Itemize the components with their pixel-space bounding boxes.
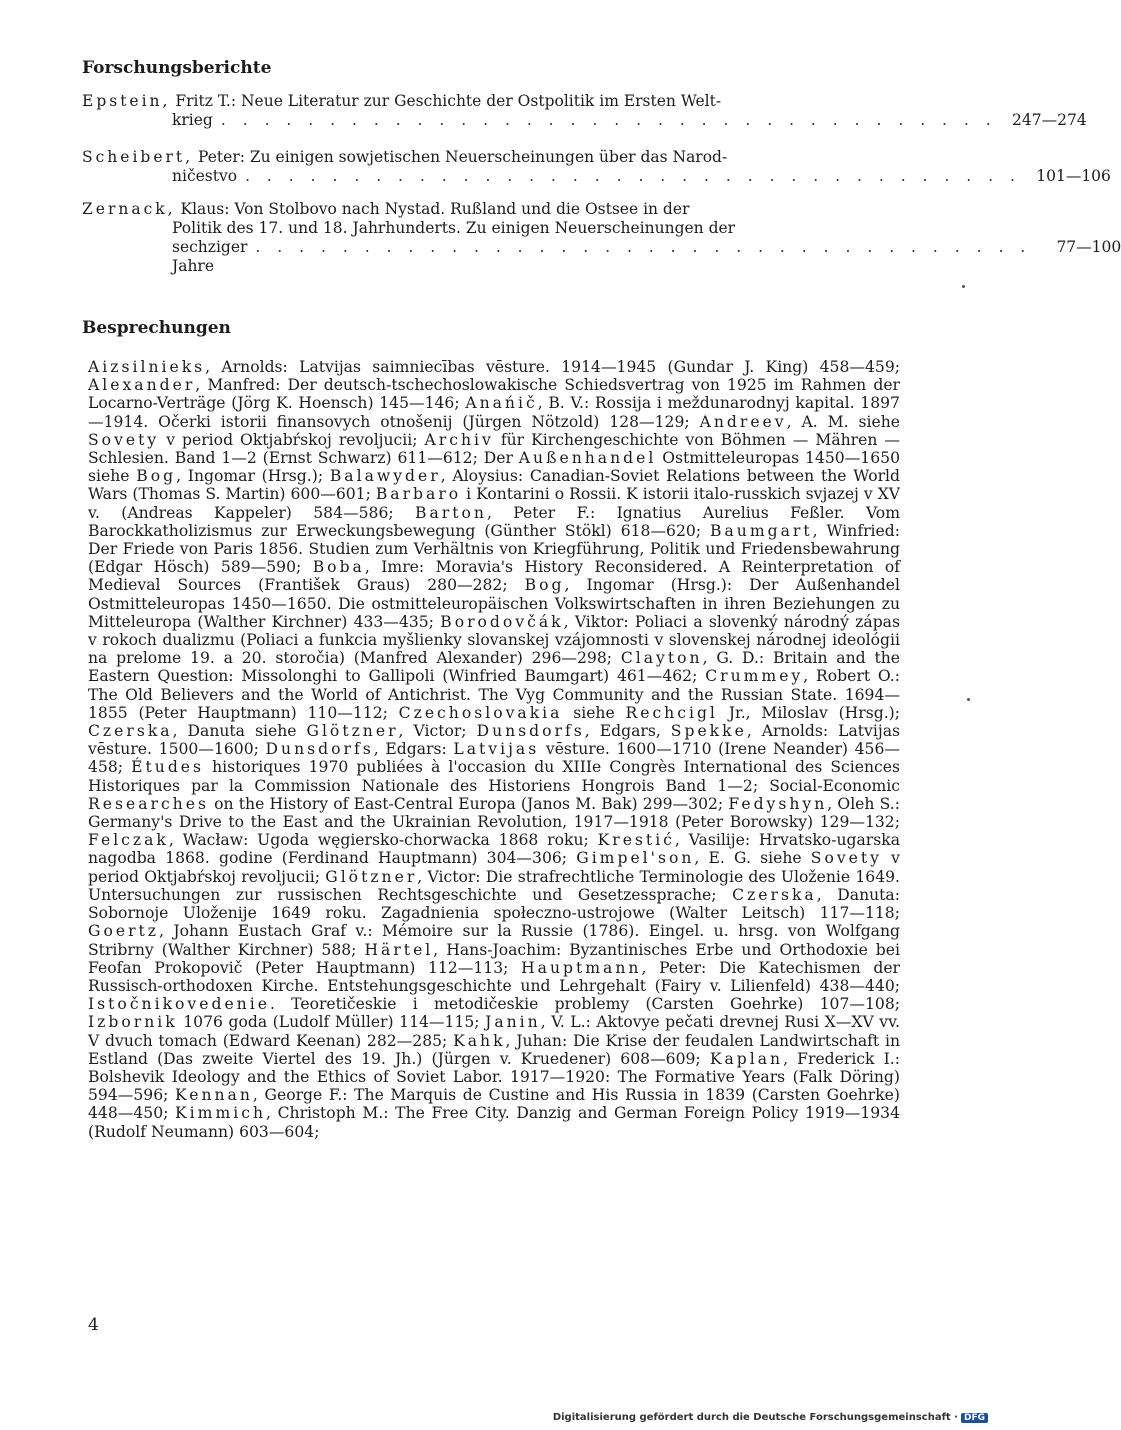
scan-speck (962, 285, 965, 288)
review-keyword: Rechcigl (625, 703, 718, 722)
dfg-logo: DFG (961, 1413, 988, 1423)
review-text: Jr., Miloslav (Hrsg.); (717, 703, 900, 722)
review-keyword: Researches (88, 794, 209, 813)
review-keyword: Fedyshyn (728, 794, 828, 813)
review-text: , E. G. siehe (694, 849, 811, 868)
review-text: , Victor: Die strafrechtliche Terminologie des Uloženie 1649. Untersuchungen zur russischen Rechtsgeschichte und Gesetzessprache; (88, 867, 901, 904)
review-text: , A. M. siehe (786, 412, 900, 431)
entry-title-cont: ničestvo (172, 167, 238, 185)
review-text: für Kirchengeschichte von Böhmen — Mähren — Schlesien. Band 1—2 (Ernst Schwarz) 611—612; Der (88, 430, 900, 468)
entry-title: Fritz T.: Neue Literatur zur Geschichte der Ostpolitik im Ersten Welt- (170, 92, 722, 110)
page-number: 4 (88, 1315, 99, 1335)
review-keyword: Izbornik (88, 1013, 178, 1032)
review-text: , Viktor: Poliaci a slovenký národný zápas v rokoch dualizmu (Poliaci a funkcia myšlienky slovanskej vzájomnosti v slovenskej národnej ideológii na prelome 19. a 20. storočia) (Manfred Alexander) 296—298; (88, 612, 900, 668)
review-keyword: Anańič (465, 394, 538, 413)
review-keyword: Czerska (732, 885, 817, 904)
review-keyword: Bog (136, 467, 177, 486)
review-keyword: Gimpel'son (576, 849, 695, 868)
review-keyword: Kimmich (175, 1104, 267, 1123)
research-entry: Scheibert, Peter: Zu einigen sowjetischen Neuerscheinungen über das Narod- ničestvo . . . . . . . . . . . . . . . . . . . . . . . . . . . . . . . . . . . . 101—106 (82, 148, 1111, 185)
review-keyword: Sovety (810, 849, 882, 868)
review-text: , Robert O.: The Old Believers and the World of Antichrist. The Vyg Community and the Russian State. 1694—1855 (Peter Hauptmann) 110—112; (88, 667, 901, 722)
digitization-footer (553, 1412, 988, 1423)
review-text: , Aloysius: Canadian-Soviet Relations between the World Wars (Thomas S. Martin) 600—601; (88, 467, 901, 504)
review-keyword: Barbaro (375, 485, 462, 504)
review-keyword: Goertz (88, 922, 160, 941)
review-keyword: Felczak (88, 831, 169, 850)
review-keyword: Kennan (175, 1086, 253, 1105)
section-heading-reviews: Besprechungen (82, 318, 231, 338)
entry-pages: 101—106 (1036, 167, 1111, 185)
review-keyword: Bog (524, 576, 565, 595)
entry-author: Scheibert, (82, 148, 194, 166)
review-keyword: Latvijas (453, 740, 540, 759)
review-text: , Victor; (398, 722, 477, 741)
review-keyword: Balawyder (329, 467, 441, 486)
review-keyword: Dunsdorfs (265, 740, 374, 759)
review-text: , Arnolds: Latvijas saimniecības vēsture. 1914—1945 (Gundar J. King) 458—459; (205, 358, 900, 376)
entry-pages: 247—274 (1012, 111, 1087, 129)
review-text: i Kontarini o Rossii. K istorii italo-russkich svjazej v XV v. (Andreas Kappeler) 584—586; (88, 485, 900, 522)
review-keyword: Boba (312, 558, 365, 577)
review-text: , Peter: Die Katechismen der Russisch-orthodoxen Kirche. Entstehungsgeschichte und Lehrgehalt (Fairy v. Lilienfeld) 438—440; (88, 958, 901, 995)
scan-speck (967, 698, 970, 701)
review-keyword: Clayton (620, 649, 703, 668)
review-text: , G. D.: Britain and the Eastern Question: Missolonghi to Gallipoli (Winfried Baumgart) 461—462; (88, 649, 900, 686)
research-entry: Epstein, Fritz T.: Neue Literatur zur Geschichte der Ostpolitik im Ersten Welt- krieg . . . . . . . . . . . . . . . . . . . . . . . . . . . . . . . . . . . . 247—274 (82, 92, 1087, 129)
review-keyword: Härtel (364, 940, 434, 959)
review-text: , Imre: Moravia's History Reconsidered. A Reinterpretation of Medieval Sources (František Graus) 280—282; (88, 558, 900, 595)
review-text: , Winfried: Der Friede von Paris 1856. Studien zum Verhältnis von Kriegführung, Politik und Friedensbewahrung (Edgar Hösch) 589—590; (88, 521, 900, 577)
entry-title: Klaus: Von Stolbovo nach Nystad. Rußland und die Ostsee in der (175, 200, 690, 218)
review-text: . Teoretičeskie i metodičeskie problemy (Carsten Goehrke) 107—108; (269, 995, 900, 1014)
review-text: siehe (562, 703, 626, 722)
review-text: v period Oktjabŕskoj revoljucii; (159, 430, 425, 449)
review-keyword: Études (131, 758, 205, 777)
review-text: historiques 1970 publiées à l'occasion du XIIIe Congrès International des Sciences Historiques par la Commission Nationale des Historiens Hongrois Band 1—2; Social-Economic (88, 758, 900, 795)
review-text: , Ingomar (Hrsg.): Der Außenhandel Ostmitteleuropas 1450—1650. Die ostmitteleuropäischen Volkswirtschaften in ihren Beziehungen zu Mitteleuropa (Walther Kirchner) 433—435; (88, 576, 900, 631)
review-text: 1076 goda (Ludolf Müller) 114—115; (177, 1013, 486, 1032)
review-keyword: Hauptmann (521, 958, 642, 977)
review-text: , Edgars, (584, 722, 671, 741)
review-keyword: Janin (485, 1013, 541, 1032)
entry-author: Epstein, (82, 92, 171, 110)
review-text: , Johann Eustach Graf v.: Mémoire sur la Russie (1786). Eingel. u. hrsg. von Wolfgang Stribrny (Walther Kirchner) 588; (88, 922, 900, 959)
entry-author: Zernack, (82, 200, 176, 218)
review-keyword: Sovety (88, 430, 160, 449)
review-text: , Juhan: Die Krise der feudalen Landwirtschaft in Estland (Das zweite Viertel des 19. Jh.) (Jürgen v. Kruedener) 608—609; (88, 1031, 901, 1068)
review-text: , Christoph M.: The Free City. Danzig and German Foreign Policy 1919—1934 (Rudolf Neumann) 603—604; (88, 1104, 900, 1141)
review-text: , Vasilije: Hrvatsko-ugarska nagodba 1868. godine (Ferdinand Hauptmann) 304—306; (88, 831, 900, 868)
review-keyword: Czerska (88, 722, 173, 741)
review-text: , Hans-Joachim: Byzantinisches Erbe und Orthodoxie bei Feofan Prokopovič (Peter Hauptmann) 112—113; (88, 940, 901, 977)
review-keyword: Glötzner (325, 867, 418, 886)
review-keyword: Baumgart (710, 521, 813, 540)
entry-title-cont: krieg (172, 111, 213, 129)
entry-title-cont: Politik des 17. und 18. Jahrhunderts. Zu einigen Neuerscheinungen der (172, 219, 736, 237)
review-text: , Peter F.: Ignatius Aurelius Feßler. Vom Barockkatholizismus zur Erweckungsbewegung (Günther Stökl) 618—620; (88, 503, 900, 540)
review-text: , George F.: The Marquis de Custine and His Russia in 1839 (Carsten Goehrke) 448—450; (88, 1086, 900, 1123)
entry-title-cont: sechziger Jahre (172, 238, 248, 275)
review-keyword: Alexander (88, 376, 196, 395)
review-text: on the History of East-Central Europa (Janos M. Bak) 299—302; (208, 794, 729, 813)
review-text: , Arnolds: Latvijas vēsture. 1500—1600; (88, 722, 900, 759)
review-text: , Manfred: Der deutsch-tschechoslowakische Schiedsvertrag von 1925 im Rahmen der Locarno-Verträge (Jörg K. Hoensch) 145—146; (88, 376, 900, 413)
review-keyword: Aizsilnieks (88, 358, 206, 376)
reviews-body (88, 358, 900, 1141)
review-keyword: Kahk (453, 1031, 506, 1050)
review-keyword: Glötzner (306, 722, 399, 741)
review-keyword: Außenhandel (518, 449, 657, 468)
entry-pages: 77—100 (1056, 238, 1121, 256)
review-text: , V. L.: Aktovye pečati drevnej Rusi X—XV vv. V dvuch tomach (Edward Keenan) 282—285; (88, 1013, 901, 1050)
review-text: , Danuta: Sobornoje Uloženije 1649 roku. Zagadnienia społeczno-ustrojowe (Walter Leitsch) 117—118; (88, 885, 900, 923)
review-keyword: Crummey (705, 667, 804, 686)
review-keyword: Andreev (699, 412, 787, 431)
review-text: , Frederick I.: Bolshevik Ideology and the Ethics of Soviet Labor. 1917—1920: The Formative Years (Falk Döring) 594—596; (88, 1049, 901, 1105)
review-keyword: Dunsdorfs (476, 722, 585, 741)
review-text: , Danuta siehe (172, 722, 307, 741)
footer-text: Digitalisierung gefördert durch die Deutsche Forschungsgemeinschaft · (552, 1412, 958, 1423)
entry-title: Peter: Zu einigen sowjetischen Neuerscheinungen über das Narod- (193, 148, 728, 166)
review-text: , Oleh S.: Germany's Drive to the East and the Ukrainian Revolution, 1917—1918 (Peter Borowsky) 129—132; (88, 794, 900, 832)
review-keyword: Borodovčák (440, 612, 564, 631)
review-keyword: Istočnikovedenie (88, 995, 270, 1014)
research-entry: Zernack, Klaus: Von Stolbovo nach Nystad. Rußland und die Ostsee in der Politik des 17. und 18. Jahrhunderts. Zu einigen Neuerscheinungen der sechziger Jahre . . . . . . . . . . . . . . . . . . . . . . . . . . . . . . . . . . . . 77—100 (82, 200, 1121, 275)
review-text: vēsture. 1600—1710 (Irene Neander) 456—458; (88, 740, 900, 777)
section-heading-research: Forschungsberichte (82, 58, 272, 78)
review-keyword: Czechoslovakia (398, 703, 563, 722)
review-text: , Ingomar (Hrsg.); (176, 467, 330, 486)
review-text: , Wacław: Ugoda węgiersko-chorwacka 1868 roku; (168, 831, 598, 850)
review-text: , Edgars: (373, 740, 454, 759)
review-text: v period Oktjabŕskoj revoljucii; (88, 849, 900, 886)
review-keyword: Krestić (597, 831, 675, 850)
review-keyword: Spekke (670, 722, 747, 741)
review-text: , B. V.: Rossija i meždunarodnyj kapital. 1897—1914. Očerki istorii finansovych otnošenij (Jürgen Nötzold) 128—129; (88, 394, 900, 431)
review-text: Ostmitteleuropas 1450—1650 siehe (88, 449, 900, 486)
review-keyword: Kaplan (709, 1049, 784, 1068)
review-keyword: Barton (415, 503, 487, 522)
review-keyword: Archiv (424, 430, 494, 449)
